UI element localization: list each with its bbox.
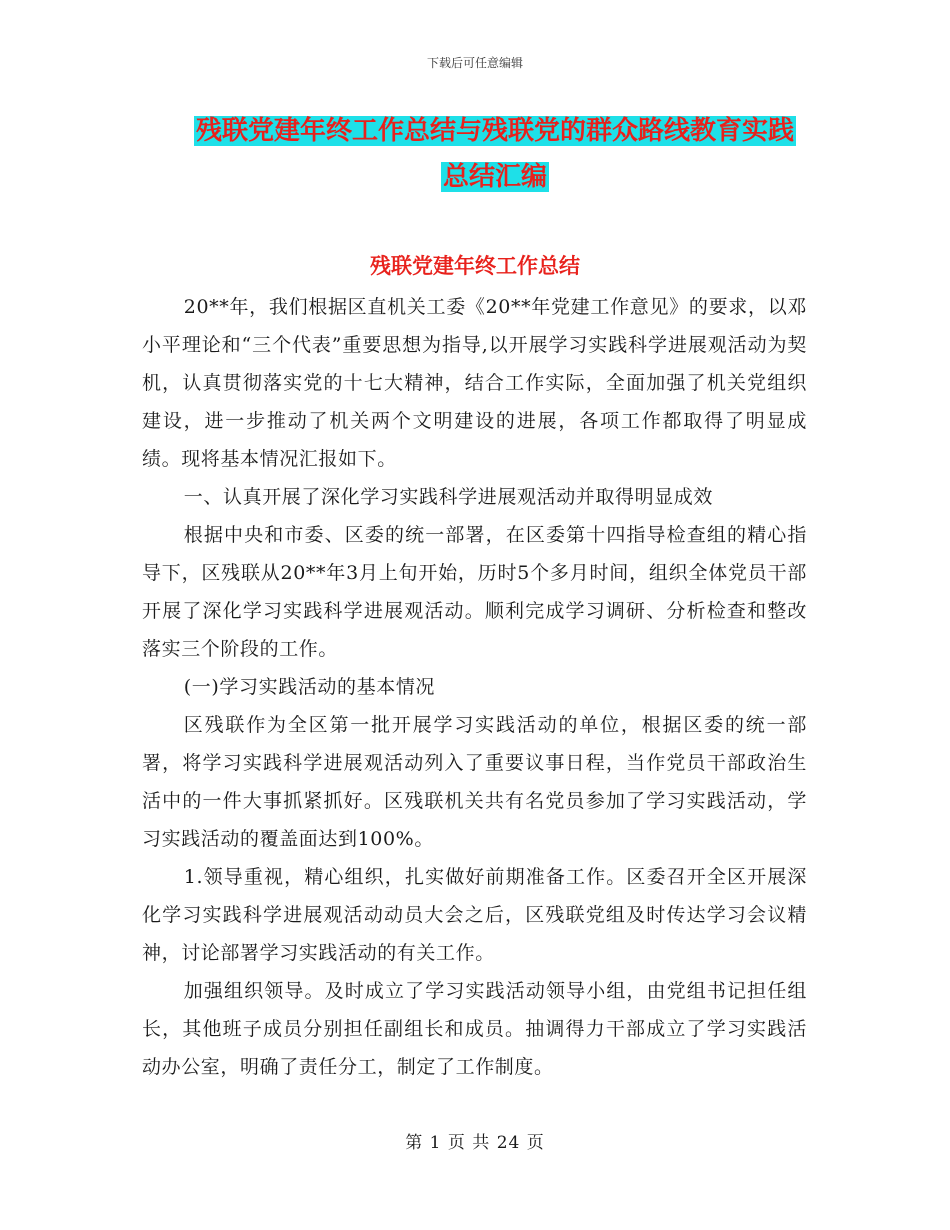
section-title: 残联党建年终工作总结: [370, 254, 580, 278]
paragraph-heading: 一、认真开展了深化学习实践科学进展观活动并取得明显成效: [183, 486, 713, 508]
document-title: [150, 108, 840, 200]
paragraph: 根据中央和市委、区委的统一部署，在区委第十四指导检查组的精心指导下，区残联从20**年3月上旬开始，历时5个多月时间，组织全体党员干部开展了深化学习实践科学进展观活动。顺利完成学习调研、分析检查和整改落实三个阶段的工作。: [142, 524, 807, 660]
page-number: 第 1 页 共 24 页: [405, 1133, 545, 1153]
paragraph: 加强组织领导。及时成立了学习实践活动领导小组，由党组书记担任组长，其他班子成员分别担任副组长和成员。抽调得力干部成立了学习实践活动办公室，明确了责任分工，制定了工作制度。: [142, 980, 807, 1078]
document-body: [142, 288, 807, 1086]
paragraph-subheading: (一)学习实践活动的基本情况: [183, 676, 436, 698]
paragraph: 20**年，我们根据区直机关工委《20**年党建工作意见》的要求，以邓小平理论和“三个代表”重要思想为指导,以开展学习实践科学进展观活动为契机，认真贯彻落实党的十七大精神，结合工作实际，全面加强了机关党组织建设，进一步推动了机关两个文明建设的进展，各项工作都取得了明显成绩。现将基本情况汇报如下。: [142, 296, 807, 470]
header-note: 下载后可任意编辑: [426, 56, 523, 70]
paragraph: 区残联作为全区第一批开展学习实践活动的单位，根据区委的统一部署，将学习实践科学进展观活动列入了重要议事日程，当作党员干部政治生活中的一件大事抓紧抓好。区残联机关共有名党员参加了学习实践活动，学习实践活动的覆盖面达到100%。: [142, 714, 807, 850]
paragraph: 1.领导重视，精心组织，扎实做好前期准备工作。区委召开全区开展深化学习实践科学进展观活动动员大会之后，区残联党组及时传达学习会议精神，讨论部署学习实践活动的有关工作。: [142, 866, 807, 964]
document-title-line2: 总结汇编: [442, 162, 547, 192]
document-title-line1: 残联党建年终工作总结与残联党的群众路线教育实践: [195, 116, 794, 146]
